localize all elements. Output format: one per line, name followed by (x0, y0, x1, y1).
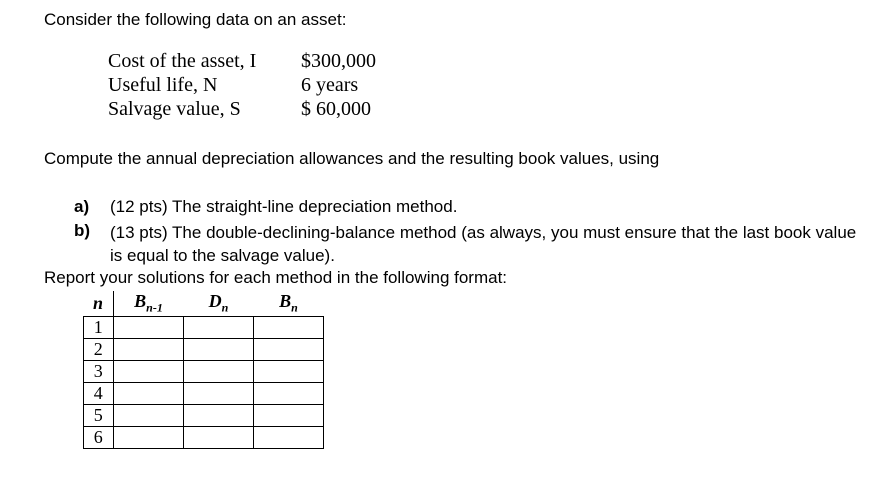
part-text: (12 pts) The straight-line depreciation method. (110, 197, 458, 216)
b-cell (254, 361, 324, 383)
d-cell (184, 361, 254, 383)
b-cell (254, 427, 324, 449)
d-cell (184, 317, 254, 339)
row-n-cell: 1 (84, 317, 114, 339)
part-text: (13 pts) The double-declining-balance method (as always, you must ensure that the last book value is equal to the salvage value). (110, 223, 857, 265)
table-row (84, 361, 324, 383)
asset-label: Cost of the asset, I (108, 50, 257, 72)
header-d (184, 291, 254, 317)
results-format-table (83, 291, 324, 449)
d-cell (184, 405, 254, 427)
header-b-prev-main: B (134, 291, 147, 312)
b-cell (254, 339, 324, 361)
asset-label: Useful life, N (108, 74, 218, 96)
compute-instruction: Compute the annual depreciation allowances and the resulting book values, using (44, 149, 660, 168)
header-b-sub: n (291, 300, 298, 315)
header-d-main: D (208, 291, 222, 312)
intro-text: Consider the following data on an asset: (44, 10, 347, 29)
table-row (84, 383, 324, 405)
asset-value: $300,000 (301, 50, 376, 72)
b-cell (254, 317, 324, 339)
table-header-row (84, 291, 324, 317)
part-letter: b) (74, 221, 91, 240)
asset-value: $ 60,000 (301, 98, 371, 120)
row-n-cell: 2 (84, 339, 114, 361)
asset-value: 6 years (301, 74, 359, 96)
header-n-text: n (92, 293, 103, 313)
table-row (84, 339, 324, 361)
b-prev-cell (113, 427, 184, 449)
header-n (84, 291, 114, 317)
b-prev-cell (113, 383, 184, 405)
header-b-prev (113, 291, 184, 317)
d-cell (184, 427, 254, 449)
header-b (254, 291, 324, 317)
b-prev-cell (113, 405, 184, 427)
row-n-cell: 5 (84, 405, 114, 427)
report-instruction: Report your solutions for each method in the following format: (44, 268, 508, 287)
header-b-main: B (279, 291, 292, 312)
b-cell (254, 383, 324, 405)
table-row (84, 427, 324, 449)
row-n-cell: 3 (84, 361, 114, 383)
asset-label: Salvage value, S (108, 98, 241, 120)
header-d-sub: n (221, 300, 229, 315)
b-prev-cell (113, 339, 184, 361)
table-row (84, 317, 324, 339)
row-n-cell: 4 (84, 383, 114, 405)
row-n-cell: 6 (84, 427, 114, 449)
d-cell (184, 383, 254, 405)
b-cell (254, 405, 324, 427)
header-b-prev-sub: n-1 (146, 300, 163, 315)
table-row (84, 405, 324, 427)
part-letter: a) (74, 197, 90, 216)
b-prev-cell (113, 361, 184, 383)
b-prev-cell (113, 317, 184, 339)
d-cell (184, 339, 254, 361)
